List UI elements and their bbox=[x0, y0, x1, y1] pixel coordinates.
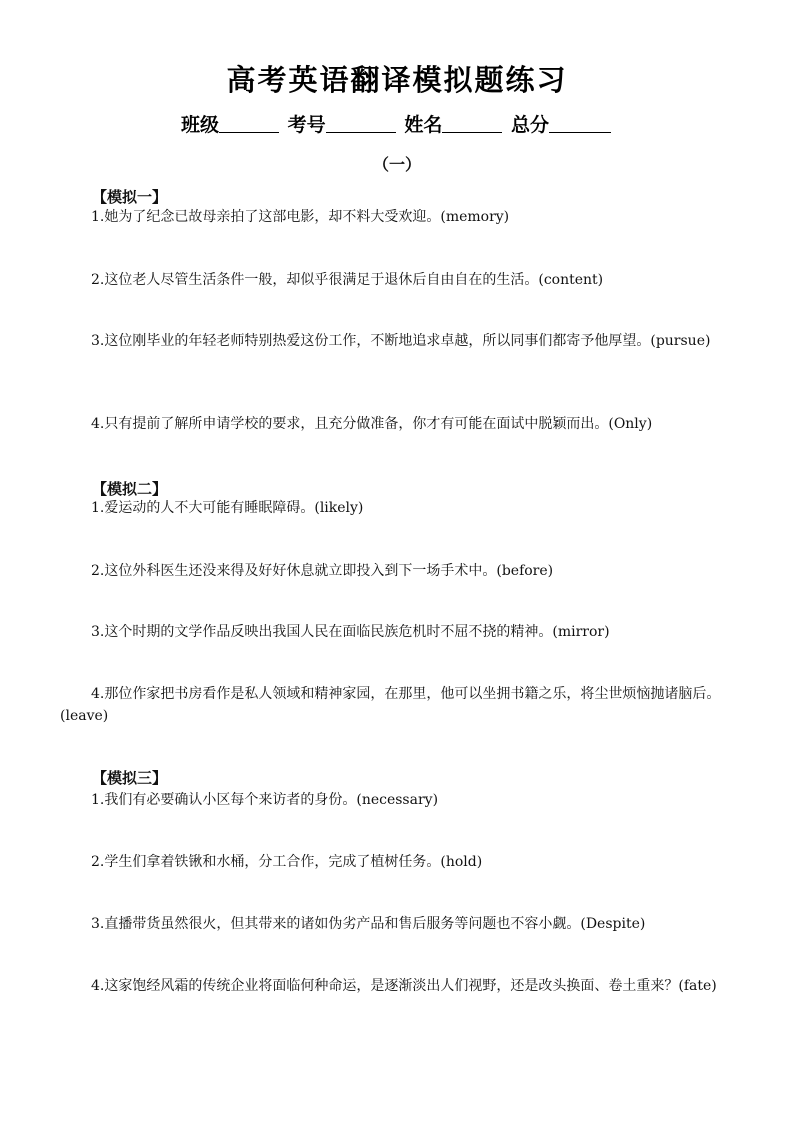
question-item: 3.这个时期的文学作品反映出我国人民在面临民族危机时不屈不挠的精神。(mirror) bbox=[91, 624, 610, 640]
section-heading: 【模拟一】 bbox=[92, 188, 168, 206]
section-heading: 【模拟三】 bbox=[92, 769, 168, 787]
section-heading: 【模拟二】 bbox=[92, 480, 168, 498]
question-item: 3.这位刚毕业的年轻老师特别热爱这份工作，不断地追求卓越，所以同事们都寄予他厚望。(pursue) bbox=[91, 333, 711, 349]
question-item: 4.那位作家把书房看作是私人领域和精神家园，在那里，他可以坐拥书籍之乐，将尘世烦恼抛诸脑后。(leave) bbox=[60, 686, 721, 724]
score-blank bbox=[549, 114, 611, 133]
question-item: 1.我们有必要确认小区每个来访者的身份。(necessary) bbox=[91, 792, 439, 808]
question-item: 2.这位老人尽管生活条件一般，却似乎很满足于退休后自由自在的生活。(content) bbox=[91, 272, 604, 288]
question-item: 1.爱运动的人不大可能有睡眠障碍。(likely) bbox=[91, 500, 364, 516]
question-item: 4.这家饱经风霜的传统企业将面临何种命运，是逐渐淡出人们视野，还是改头换面、卷土重来？(fate) bbox=[91, 978, 717, 994]
class-blank bbox=[219, 114, 279, 133]
name-label: 姓名 bbox=[404, 114, 443, 136]
question-item: 2.学生们拿着铁锹和水桶，分工合作，完成了植树任务。(hold) bbox=[91, 854, 483, 870]
part-label: （一） bbox=[372, 155, 421, 174]
exam-no-label: 考号 bbox=[287, 114, 326, 136]
question-item: 4.只有提前了解所申请学校的要求，且充分做准备，你才有可能在面试中脱颖而出。(Only) bbox=[91, 416, 653, 432]
question-item: 3.直播带货虽然很火，但其带来的诸如伪劣产品和售后服务等问题也不容小觑。(Despite) bbox=[91, 916, 646, 932]
name-blank bbox=[442, 114, 502, 133]
score-label: 总分 bbox=[510, 114, 549, 136]
page-title: 高考英语翻译模拟题练习 bbox=[226, 63, 568, 97]
question-item: 2.这位外科医生还没来得及好好休息就立即投入到下一场手术中。(before) bbox=[91, 563, 554, 579]
student-info-line bbox=[0, 110, 794, 137]
exam-no-blank bbox=[326, 114, 396, 133]
class-label: 班级 bbox=[181, 114, 220, 136]
question-item: 1.她为了纪念已故母亲拍了这部电影，却不料大受欢迎。(memory) bbox=[91, 209, 510, 225]
